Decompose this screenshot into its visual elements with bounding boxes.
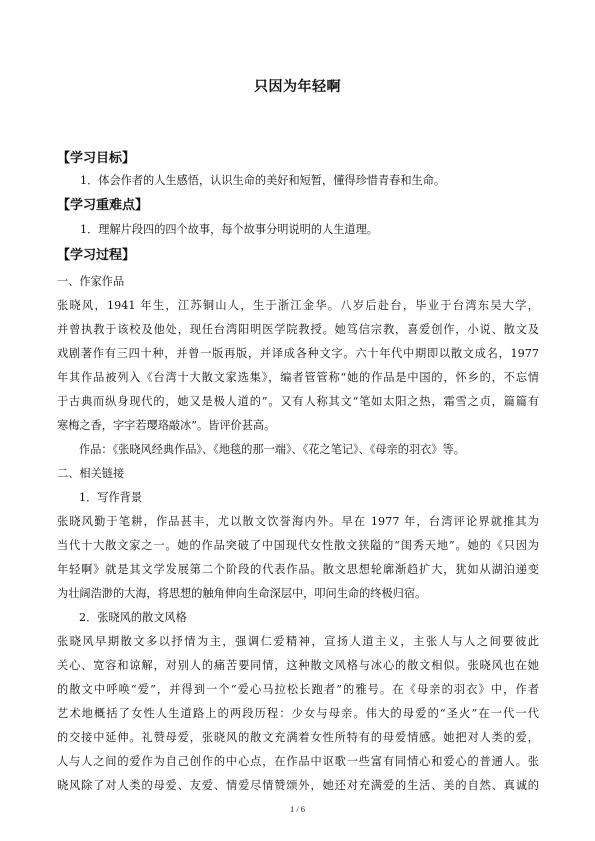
works-list: 作品：《张晓风经典作品》、《地毯的那一端》、《花之笔记》、《母亲的羽衣》等。 [79, 443, 465, 456]
key-point-item-1: 1．理解片段四的四个故事，每个故事分明说明的人生道理。 [80, 223, 378, 236]
section-author-works: 一、作家作品 [57, 275, 125, 288]
paragraph-line: 戏剧著作有三四十种，并曾一版再版，并译成各种文字。六十年代中期即以散文成名，1977 [57, 347, 539, 360]
goal-item-1: 1．体会作者的人生感悟，认识生命的美好和短暂，懂得珍惜青春和生命。 [80, 174, 446, 187]
page-title: 只因为年轻啊 [254, 79, 341, 95]
paragraph-line: 寒梅之香，字字若璎珞敲冰”。皆评价甚高。 [57, 419, 276, 432]
paragraph-line: 年其作品被列入《台湾十大散文家选集》，编者管管称“她的作品是中国的，怀乡的，不忘情 [57, 371, 539, 384]
paragraph-line: 晓风除了对人类的母爱、友爱、情爱尽情赞颂外，她还对充满爱的生活、美的自然、真诚的 [57, 779, 539, 792]
paragraph-line: 为壮阔浩渺的大海，将思想的触角伸向生命深层中，叩问生命的终极归宿。 [57, 587, 427, 600]
paragraph-line: 当代十大散文家之一。她的作品突破了中国现代女性散文狭隘的“闺秀天地”。她的《只因为 [57, 539, 539, 552]
paragraph-line: 艺术地概括了女性人生道路上的两段历程：少女与母亲。伟大的母爱的“圣火”在一代一代 [57, 707, 539, 720]
paragraph-line: 的交接中延伸。礼赞母爱，张晓风的散文充满着女性所特有的母爱情感。她把对人类的爱， [57, 731, 539, 744]
paragraph-line: 人与人之间的爱作为自己创作的中心点，在作品中讴歌一些富有同情心和爱心的普通人。张 [57, 755, 539, 768]
heading-learning-process: 【学习过程】 [57, 248, 136, 263]
page-number: 1 / 6 [289, 804, 306, 814]
paragraph-line: 于古典而纵身现代的，她又是极人道的”。又有人称其文“笔如太阳之热，霜雪之贞，篇篇有 [57, 395, 539, 408]
paragraph-line: 并曾执教于该校及他处，现任台湾阳明医学院教授。她笃信宗教，喜爱创作，小说、散文及 [57, 323, 539, 336]
paragraph-line: 张晓风，1941 年生，江苏铜山人，生于浙江金华。八岁后赴台，毕业于台湾东吴大学， [57, 299, 539, 312]
paragraph-line: 关心、宽容和谅解，对别人的痛苦要同情，这种散文风格与冰心的散文相似。张晓风也在她 [57, 659, 539, 672]
heading-key-points: 【学习重难点】 [57, 198, 149, 213]
heading-learning-goals: 【学习目标】 [57, 151, 136, 166]
section-related-links: 二、相关链接 [57, 467, 125, 480]
paragraph-line: 的散文中呼唤“爱”，并得到一个“爱心马拉松长跑者”的雅号。在《母亲的羽衣》中，作者 [57, 683, 539, 696]
subsection-background: 1．写作背景 [79, 491, 143, 504]
paragraph-line: 年轻啊》就是其文学发展第二个阶段的代表作品。散文思想轮廓渐趋扩大，犹如从湖泊递变 [57, 563, 539, 576]
paragraph-line: 张晓风早期散文多以抒情为主，强调仁爱精神，宣扬人道主义，主张人与人之间要彼此 [57, 635, 539, 648]
paragraph-line: 张晓风勤于笔耕，作品甚丰，尤以散文饮誉海内外。早在 1977 年，台湾评论界就推其为 [57, 515, 539, 528]
subsection-style: 2．张晓风的散文风格 [79, 611, 187, 624]
